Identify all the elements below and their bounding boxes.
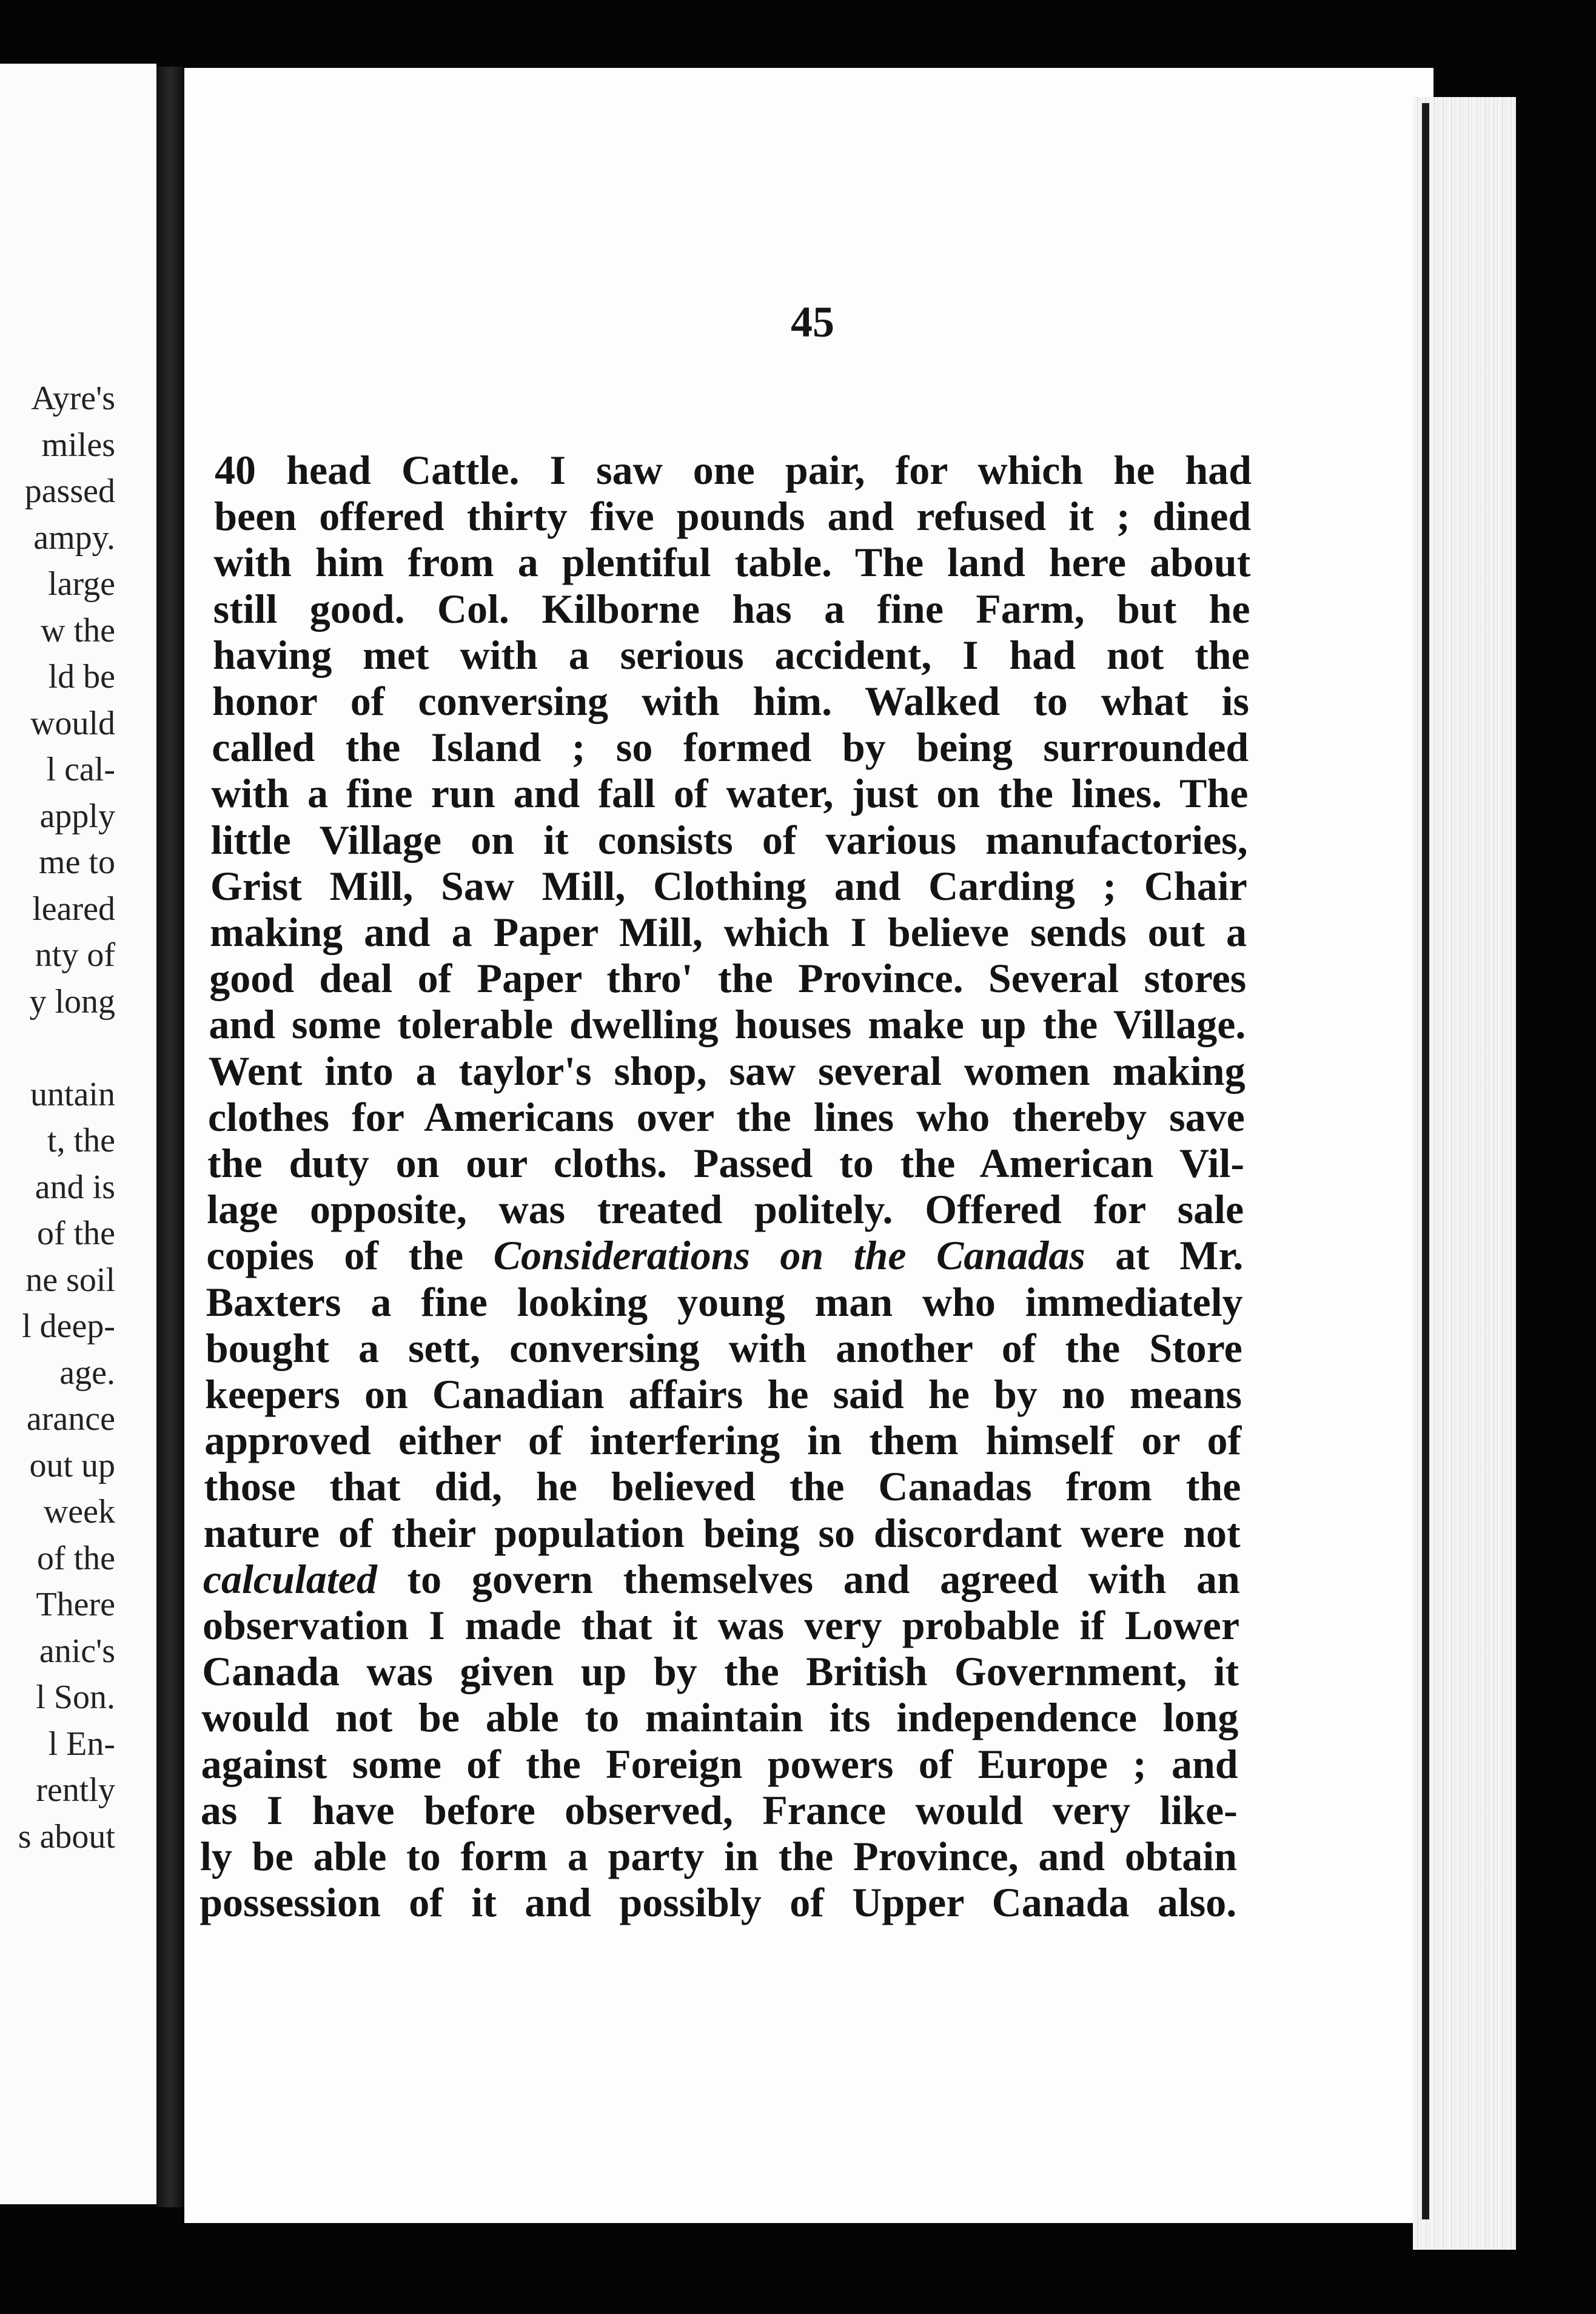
left-page-line: would — [30, 704, 115, 742]
body-line: ly be able to form a party in the Province, and obtain — [200, 1833, 1237, 1879]
body-line: the duty on our cloths. Passed to the American Vil- — [207, 1140, 1244, 1186]
page-number: 45 — [791, 298, 834, 346]
page-edge-shadow — [1422, 103, 1429, 2219]
body-line: possession of it and possibly of Upper Canada also. — [200, 1879, 1237, 1926]
left-page-line: miles — [41, 426, 115, 464]
left-page-line: age. — [59, 1353, 115, 1392]
body-line: as I have before observed, France would very like- — [200, 1786, 1238, 1833]
left-page-line: of the — [36, 1215, 115, 1252]
left-page-line: ld be — [48, 658, 115, 696]
body-line: copies of the Considerations on the Canadas at Mr. — [206, 1232, 1244, 1279]
left-page-line: and is — [35, 1168, 115, 1206]
body-line: those that did, he believed the Canadas from the — [204, 1463, 1241, 1510]
body-line: Baxters a fine looking young man who immediately — [206, 1278, 1243, 1325]
left-page-line: apply — [39, 797, 115, 835]
book-gutter — [156, 67, 184, 2207]
left-page-line: l Son. — [36, 1678, 115, 1716]
left-page-line: l En- — [48, 1725, 115, 1763]
body-line: and some tolerable dwelling houses make up the Village. — [209, 1001, 1246, 1048]
left-page-line: l cal- — [46, 751, 115, 788]
body-line: honor of conversing with him. Walked to what is — [212, 678, 1249, 724]
body-line: Canada was given up by the British Government, it — [202, 1648, 1239, 1695]
italic-phrase: calculated — [203, 1555, 377, 1602]
left-page-line: nty of — [35, 936, 115, 974]
body-line: with him from a plentiful table. The land here about — [213, 539, 1251, 586]
left-page-line: large — [48, 565, 115, 603]
left-page-line: week — [43, 1493, 115, 1531]
body-line: 40 head Cattle. I saw one pair, for which he had — [215, 447, 1252, 493]
body-line: making and a Paper Mill, which I believe sends out a — [210, 909, 1247, 955]
right-page — [184, 68, 1433, 2223]
left-page-line: s about — [18, 1817, 115, 1856]
left-page — [0, 64, 156, 2204]
body-line: against some of the Foreign powers of Europe ; and — [201, 1740, 1238, 1787]
body-line: approved either of interfering in them himself or of — [204, 1417, 1242, 1464]
left-page-line: of the — [36, 1539, 115, 1577]
left-page-line: ampy. — [33, 518, 115, 557]
body-line: would not be able to maintain its independence long — [201, 1694, 1239, 1741]
body-line: lage opposite, was treated politely. Offered for sale — [207, 1186, 1244, 1233]
body-line: with a fine run and fall of water, just on the lines. The — [211, 770, 1249, 817]
left-page-line: arance — [26, 1400, 115, 1438]
body-line: nature of their population being so discordant were not — [203, 1509, 1241, 1556]
left-page-line: w the — [41, 611, 115, 649]
body-line: bought a sett, conversing with another of the Store — [205, 1324, 1242, 1371]
body-line: called the Island ; so formed by being surrounded — [212, 724, 1249, 771]
left-page-line: rently — [36, 1771, 115, 1809]
left-page-line: passed — [24, 472, 115, 510]
body-line: having met with a serious accident, I had not the — [212, 631, 1250, 678]
italic-phrase: Considerations on the Canadas — [493, 1232, 1085, 1279]
body-line: Grist Mill, Saw Mill, Clothing and Carding ; Chair — [210, 862, 1247, 909]
left-page-line: y long — [29, 982, 115, 1021]
left-page-line: t, the — [47, 1122, 115, 1159]
body-line: keepers on Canadian affairs he said he by no means — [205, 1371, 1242, 1417]
body-line: observation I made that it was very probable if Lower — [203, 1602, 1239, 1648]
body-line: clothes for Americans over the lines who thereby save — [207, 1093, 1245, 1140]
body-line: good deal of Paper thro' the Province. Several stores — [209, 955, 1247, 1002]
left-page-line: l deep- — [22, 1307, 115, 1345]
left-page-line: ne soil — [25, 1261, 115, 1299]
left-page-line: anic's — [39, 1632, 115, 1670]
body-line: been offered thirty five pounds and refused it ; dined — [214, 493, 1252, 540]
body-line: little Village on it consists of various manufactories, — [210, 816, 1248, 863]
body-line: calculated to govern themselves and agreed with an — [203, 1555, 1240, 1602]
left-page-line: out up — [29, 1446, 115, 1484]
left-page-line: untain — [30, 1075, 115, 1113]
body-line: Went into a taylor's shop, saw several women making — [208, 1047, 1246, 1094]
left-page-line: me to — [39, 843, 115, 881]
body-line: still good. Col. Kilborne has a fine Farm, but he — [213, 585, 1250, 632]
left-page-line: leared — [32, 890, 115, 928]
left-page-line: There — [36, 1586, 115, 1623]
left-page-line: Ayre's — [31, 380, 115, 417]
